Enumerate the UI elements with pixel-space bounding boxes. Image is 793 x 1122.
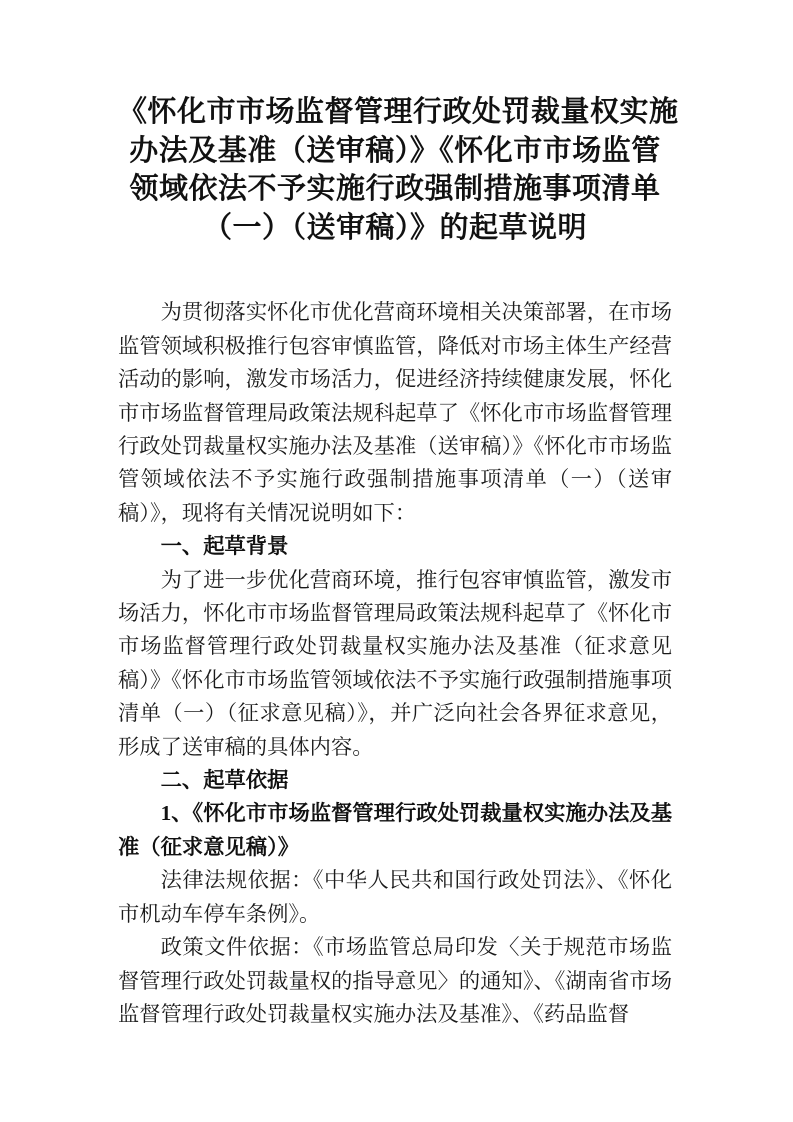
paragraph-intro: 为贯彻落实怀化市优化营商环境相关决策部署，在市场监管领域积极推行包容审慎监管，降低对市场主体生产经营活动的影响，激发市场活力，促进经济持续健康发展，怀化市市场监督管理局政策法规科起草了《怀化市市场监督管理行政处罚裁量权实施办法及基准（送审稿）》《怀化市市场监管领域依法不予实施行政强制措施事项清单（一）（送审稿）》，现将有关情况说明如下：: [118, 300, 672, 525]
document-title: [118, 93, 679, 247]
paragraph-legal-basis: 法律法规依据：《中华人民共和国行政处罚法》、《怀化市机动车停车条例》。: [118, 868, 672, 926]
document-body: [118, 296, 672, 1031]
section-heading-drafting-basis: 二、起草依据: [160, 768, 289, 793]
title-line-1: 《怀化市市场监督管理行政处罚裁量权实施: [118, 96, 679, 128]
title-line-3: 领域依法不予实施行政强制措施事项清单: [129, 173, 661, 206]
paragraph-policy-basis: 政策文件依据：《市场监管总局印发〈关于规范市场监督管理行政处罚裁量权的指导意见〉的通知》、《湖南省市场监督管理行政处罚裁量权实施办法及基准》、《药品监督: [118, 935, 672, 1026]
paragraph-drafting-background: 为了进一步优化营商环境，推行包容审慎监管，激发市场活力，怀化市市场监督管理局政策法规科起草了《怀化市市场监督管理行政处罚裁量权实施办法及基准（征求意见稿）》《怀化市市场监管领域依法不予实施行政强制措施事项清单（一）（征求意见稿）》，并广泛向社会各界征求意见，形成了送审稿的具体内容。: [118, 567, 672, 759]
subheading-item-1: 1、《怀化市市场监督管理行政处罚裁量权实施办法及基准（征求意见稿）》: [118, 801, 672, 859]
section-heading-drafting-background: 一、起草背景: [160, 534, 289, 559]
title-line-2: 办法及基准（送审稿）》《怀化市市场监管: [129, 134, 661, 167]
title-line-4: （一）（送审稿）》的起草说明: [202, 211, 587, 244]
